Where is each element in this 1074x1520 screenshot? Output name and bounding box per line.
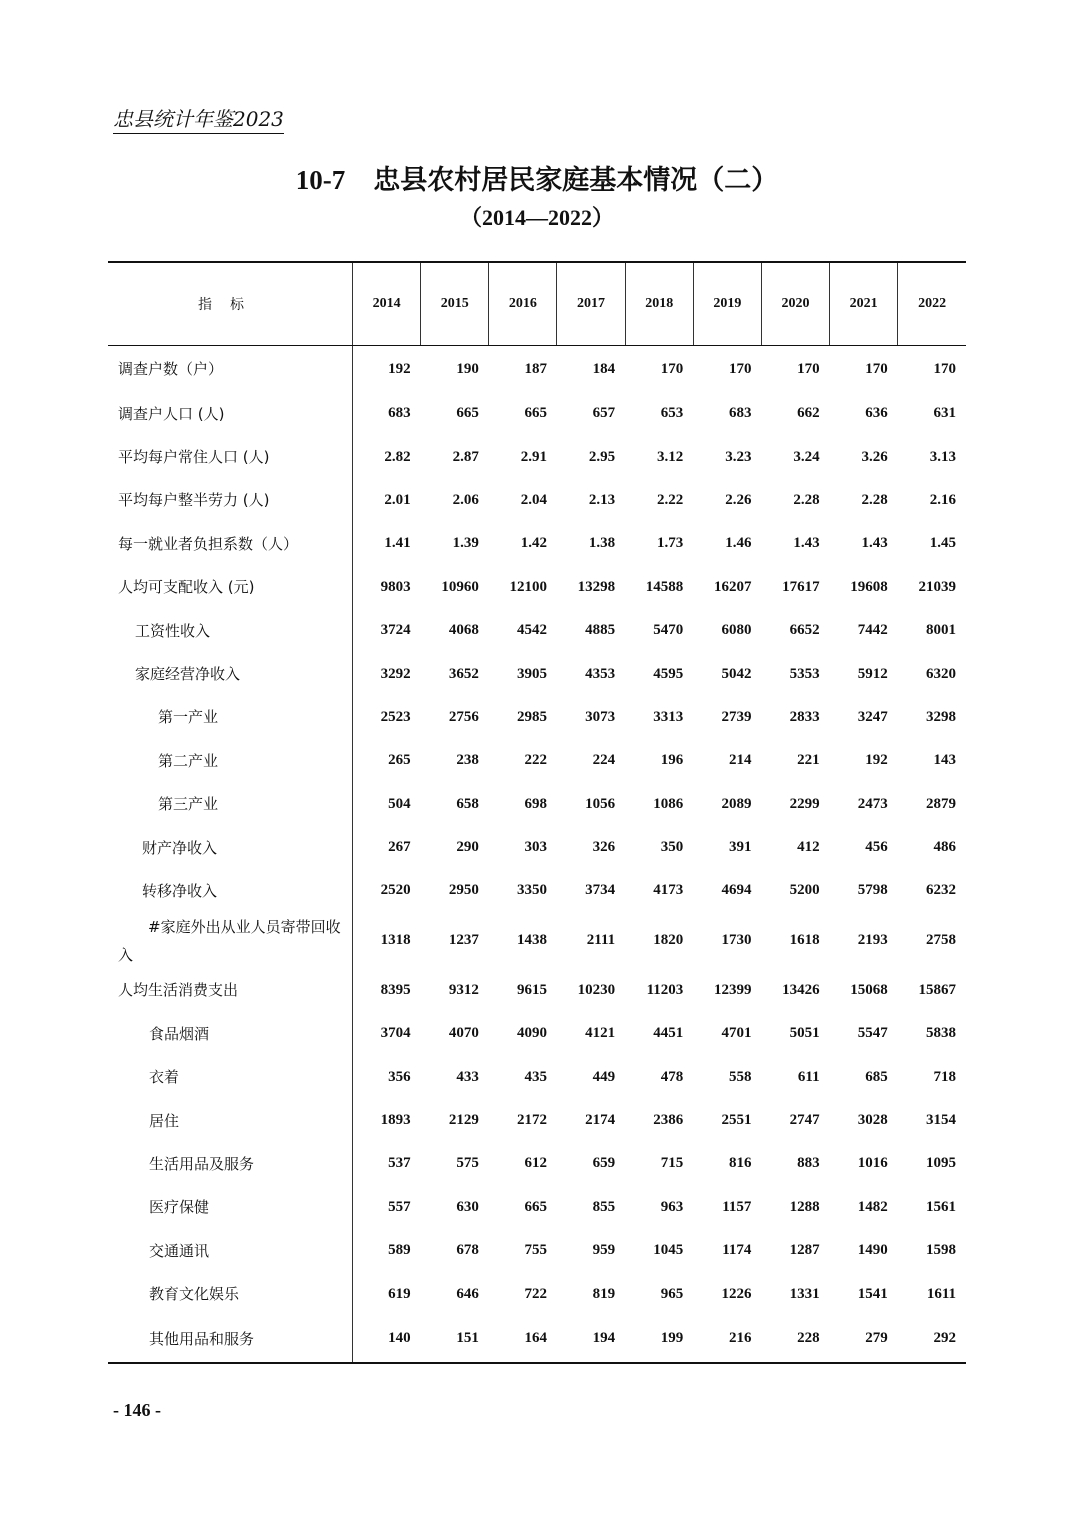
cell-value: 1.46	[725, 535, 752, 552]
cell-value: 192	[865, 752, 888, 769]
cell-value: 214	[728, 752, 752, 769]
cell-value: 685	[865, 1068, 888, 1085]
cell-value: 611	[797, 1068, 820, 1085]
cell-value: 2089	[721, 795, 752, 812]
cell-value: 665	[524, 1198, 547, 1215]
cell-value: 456	[865, 839, 888, 856]
cell-value: 196	[660, 752, 684, 769]
cell-value: 1174	[722, 1242, 752, 1259]
cell-value: 216	[728, 1330, 752, 1347]
table-row	[108, 1055, 966, 1098]
table-row	[108, 913, 966, 969]
cell-value: 2129	[448, 1112, 479, 1129]
cell-value: 6232	[926, 882, 956, 899]
cell-value: 7442	[857, 622, 888, 639]
cell-value: 9615	[516, 981, 547, 998]
cell-value: 2.28	[861, 491, 888, 508]
cell-value: 5042	[721, 665, 752, 682]
cell-value: 9312	[448, 981, 479, 998]
cell-value: 1056	[585, 795, 616, 812]
cell-value: 228	[797, 1330, 820, 1347]
cell-value: 2756	[448, 708, 479, 725]
cell-value: 2111	[586, 932, 616, 949]
cell-value: 2.13	[588, 491, 616, 508]
cell-value: 3298	[926, 708, 956, 725]
table-row	[108, 1186, 966, 1229]
cell-value: 170	[865, 360, 888, 377]
cell-value: 659	[592, 1155, 616, 1172]
cell-value: 9803	[380, 578, 411, 595]
row-label: 居住	[108, 1099, 353, 1142]
cell-value: 722	[524, 1285, 547, 1302]
cell-value: 3.24	[793, 448, 820, 465]
header-year: 2020	[761, 262, 829, 346]
cell-value: 5470	[653, 622, 684, 639]
header-year: 2018	[625, 262, 693, 346]
table-row	[108, 783, 966, 826]
cell-value: 1086	[653, 795, 684, 812]
cell-value: 665	[456, 405, 479, 422]
cell-value: 3724	[380, 622, 411, 639]
cell-value: 290	[456, 839, 479, 856]
row-label: 衣着	[108, 1055, 353, 1098]
table-row	[108, 392, 966, 435]
cell-value: 3028	[857, 1112, 888, 1129]
row-label: 生活用品及服务	[108, 1142, 353, 1185]
cell-value: 557	[388, 1198, 411, 1215]
cell-value: 292	[933, 1330, 956, 1347]
header-year: 2017	[557, 262, 625, 346]
cell-value: 5051	[789, 1025, 820, 1042]
row-label: 平均每户整半劳力 (人)	[108, 479, 353, 522]
table-row	[108, 652, 966, 695]
cell-value: 755	[524, 1242, 547, 1259]
cell-value: 12100	[509, 578, 547, 595]
cell-value: 1820	[653, 932, 684, 949]
cell-value: 4595	[653, 665, 684, 682]
table-row	[108, 1316, 966, 1363]
page-number: - 146 -	[113, 1400, 161, 1420]
cell-value: 3154	[926, 1112, 956, 1129]
cell-value: 2.06	[452, 491, 479, 508]
cell-value: 6080	[721, 622, 752, 639]
header-year: 2021	[830, 262, 898, 346]
cell-value: 1226	[721, 1285, 752, 1302]
cell-value: 2.28	[793, 491, 820, 508]
cell-value: 2172	[516, 1112, 547, 1129]
cell-value: 2.95	[588, 448, 616, 465]
cell-value: 12399	[713, 981, 752, 998]
header-year: 2016	[489, 262, 557, 346]
cell-value: 4694	[721, 882, 752, 899]
cell-value: 658	[456, 795, 479, 812]
cell-value: 13426	[782, 981, 820, 998]
cell-value: 4090	[516, 1025, 547, 1042]
cell-value: 8395	[380, 981, 411, 998]
cell-value: 2.87	[452, 448, 479, 465]
cell-value: 391	[728, 839, 752, 856]
table-row	[108, 1099, 966, 1142]
page-subtitle: （2014—2022）	[459, 205, 614, 230]
row-label: 每一就业者负担系数（人）	[108, 522, 353, 565]
cell-value: 1157	[722, 1198, 752, 1215]
running-header: 忠县统计年鉴2023	[113, 103, 284, 134]
cell-value: 963	[660, 1198, 684, 1215]
table-row	[108, 739, 966, 782]
cell-value: 4070	[448, 1025, 479, 1042]
cell-value: 665	[524, 405, 547, 422]
cell-value: 1237	[448, 932, 479, 949]
cell-value: 2299	[789, 795, 820, 812]
row-label: 第二产业	[108, 739, 353, 782]
cell-value: 5200	[789, 882, 820, 899]
cell-value: 1490	[857, 1242, 888, 1259]
table-row	[108, 1229, 966, 1272]
cell-value: 433	[456, 1068, 479, 1085]
cell-value: 2520	[380, 882, 411, 899]
cell-value: 1.73	[657, 535, 684, 552]
cell-value: 537	[388, 1155, 411, 1172]
cell-value: 1288	[789, 1198, 820, 1215]
cell-value: 1095	[926, 1155, 956, 1172]
cell-value: 194	[592, 1330, 616, 1347]
cell-value: 192	[388, 360, 411, 377]
cell-value: 350	[660, 839, 684, 856]
cell-value: 3350	[516, 882, 547, 899]
cell-value: 2950	[448, 882, 479, 899]
header-year: 2014	[353, 262, 421, 346]
row-label: #家庭外出从业人员寄带回收入	[108, 913, 353, 969]
cell-value: 143	[933, 752, 956, 769]
cell-value: 2.22	[657, 491, 684, 508]
cell-value: 184	[592, 360, 616, 377]
cell-value: 222	[524, 752, 547, 769]
table-row	[108, 566, 966, 609]
cell-value: 2.16	[929, 491, 956, 508]
data-table	[108, 261, 966, 1364]
cell-value: 698	[524, 795, 547, 812]
cell-value: 1.41	[384, 535, 411, 552]
cell-value: 4068	[448, 622, 479, 639]
table-row	[108, 826, 966, 869]
cell-value: 1045	[653, 1242, 684, 1259]
cell-value: 10960	[441, 578, 479, 595]
cell-value: 265	[388, 752, 411, 769]
cell-value: 1.45	[929, 535, 956, 552]
cell-value: 17617	[782, 578, 820, 595]
cell-value: 1618	[789, 932, 820, 949]
table-row	[108, 522, 966, 565]
cell-value: 819	[592, 1285, 616, 1302]
table-row	[108, 696, 966, 739]
cell-value: 15068	[850, 981, 888, 998]
cell-value: 1598	[926, 1242, 956, 1259]
row-label: 财产净收入	[108, 826, 353, 869]
cell-value: 356	[388, 1068, 411, 1085]
cell-value: 855	[592, 1198, 616, 1215]
cell-value: 1.43	[861, 535, 888, 552]
cell-value: 151	[456, 1330, 479, 1347]
cell-value: 5353	[789, 665, 820, 682]
cell-value: 3292	[380, 665, 411, 682]
cell-value: 5547	[857, 1025, 888, 1042]
cell-value: 1893	[380, 1112, 411, 1129]
cell-value: 2758	[926, 932, 956, 949]
cell-value: 589	[388, 1242, 411, 1259]
cell-value: 3247	[857, 708, 888, 725]
cell-value: 4451	[653, 1025, 684, 1042]
cell-value: 435	[524, 1068, 547, 1085]
table-row	[108, 609, 966, 652]
cell-value: 19608	[850, 578, 888, 595]
cell-value: 3.13	[929, 448, 956, 465]
cell-value: 16207	[713, 578, 752, 595]
row-label: 工资性收入	[108, 609, 353, 652]
cell-value: 1438	[516, 932, 547, 949]
row-label: 调查户人口 (人)	[108, 392, 353, 435]
header-year: 2022	[898, 262, 966, 346]
cell-value: 2.82	[384, 448, 411, 465]
cell-value: 662	[797, 405, 820, 422]
cell-value: 221	[797, 752, 820, 769]
table-row	[108, 1012, 966, 1055]
table-number: 10-7	[295, 165, 346, 195]
cell-value: 4173	[653, 882, 684, 899]
cell-value: 2985	[516, 708, 547, 725]
cell-value: 326	[592, 839, 616, 856]
cell-value: 1541	[857, 1285, 888, 1302]
row-label: 教育文化娱乐	[108, 1272, 353, 1315]
cell-value: 13298	[577, 578, 616, 595]
cell-value: 11203	[646, 981, 684, 998]
table-row	[108, 869, 966, 912]
cell-value: 631	[933, 405, 956, 422]
cell-value: 1561	[926, 1198, 956, 1215]
cell-value: 2.26	[725, 491, 752, 508]
cell-value: 3313	[653, 708, 684, 725]
cell-value: 683	[728, 405, 752, 422]
cell-value: 3.23	[725, 448, 752, 465]
cell-value: 170	[660, 360, 684, 377]
cell-value: 4353	[585, 665, 616, 682]
cell-value: 2174	[585, 1112, 616, 1129]
row-label: 家庭经营净收入	[108, 652, 353, 695]
cell-value: 1482	[857, 1198, 888, 1215]
header-year: 2019	[693, 262, 761, 346]
cell-value: 5912	[857, 665, 888, 682]
cell-value: 2833	[789, 708, 820, 725]
cell-value: 3905	[516, 665, 547, 682]
cell-value: 187	[524, 360, 547, 377]
cell-value: 883	[797, 1155, 820, 1172]
cell-value: 8001	[926, 622, 956, 639]
cell-value: 21039	[918, 578, 956, 595]
row-label: 第一产业	[108, 696, 353, 739]
cell-value: 612	[524, 1155, 547, 1172]
cell-value: 678	[456, 1242, 479, 1259]
cell-value: 1318	[380, 932, 411, 949]
cell-value: 558	[728, 1068, 752, 1085]
row-label: 人均可支配收入 (元)	[108, 566, 353, 609]
cell-value: 504	[388, 795, 411, 812]
cell-value: 636	[865, 405, 888, 422]
row-label: 交通通讯	[108, 1229, 353, 1272]
cell-value: 2.01	[384, 491, 411, 508]
cell-value: 718	[933, 1068, 956, 1085]
cell-value: 199	[660, 1330, 684, 1347]
row-label: 食品烟酒	[108, 1012, 353, 1055]
row-label: 平均每户常住人口 (人)	[108, 435, 353, 478]
cell-value: 1.39	[452, 535, 479, 552]
cell-value: 1287	[789, 1242, 820, 1259]
cell-value: 449	[592, 1068, 616, 1085]
cell-value: 2.91	[520, 448, 547, 465]
cell-value: 2473	[857, 795, 888, 812]
cell-value: 2747	[789, 1112, 820, 1129]
cell-value: 4701	[721, 1025, 752, 1042]
cell-value: 170	[728, 360, 752, 377]
cell-value: 653	[660, 405, 684, 422]
table-row	[108, 1142, 966, 1185]
cell-value: 619	[388, 1285, 411, 1302]
cell-value: 478	[660, 1068, 684, 1085]
cell-value: 3704	[380, 1025, 411, 1042]
cell-value: 238	[456, 752, 479, 769]
table-row	[108, 346, 966, 393]
cell-value: 164	[524, 1330, 547, 1347]
row-label: 第三产业	[108, 783, 353, 826]
cell-value: 224	[592, 752, 616, 769]
cell-value: 646	[456, 1285, 479, 1302]
cell-value: 5838	[926, 1025, 956, 1042]
cell-value: 170	[797, 360, 820, 377]
cell-value: 1611	[926, 1285, 956, 1302]
cell-value: 2523	[380, 708, 411, 725]
cell-value: 1.43	[793, 535, 820, 552]
cell-value: 1016	[857, 1155, 888, 1172]
row-label: 其他用品和服务	[108, 1316, 353, 1363]
cell-value: 1331	[789, 1285, 820, 1302]
title-text: 忠县农村居民家庭基本情况（二）	[373, 165, 779, 196]
row-label: 医疗保健	[108, 1186, 353, 1229]
cell-value: 657	[592, 405, 616, 422]
cell-value: 6320	[926, 665, 956, 682]
cell-value: 1730	[721, 932, 752, 949]
cell-value: 3.26	[861, 448, 888, 465]
row-label: 转移净收入	[108, 869, 353, 912]
cell-value: 3.12	[657, 448, 684, 465]
cell-value: 267	[388, 839, 411, 856]
cell-value: 3073	[585, 708, 616, 725]
cell-value: 2739	[721, 708, 752, 725]
cell-value: 683	[388, 405, 411, 422]
cell-value: 412	[797, 839, 820, 856]
table-row	[108, 479, 966, 522]
table-row	[108, 1272, 966, 1315]
cell-value: 3652	[448, 665, 479, 682]
cell-value: 965	[660, 1285, 684, 1302]
cell-value: 1.42	[520, 535, 547, 552]
table-row	[108, 435, 966, 478]
cell-value: 140	[388, 1330, 411, 1347]
header-indicator: 指标	[108, 262, 353, 346]
cell-value: 486	[933, 839, 956, 856]
cell-value: 2.04	[520, 491, 547, 508]
cell-value: 15867	[918, 981, 956, 998]
cell-value: 279	[865, 1330, 888, 1347]
cell-value: 5798	[857, 882, 888, 899]
row-label: 人均生活消费支出	[108, 969, 353, 1012]
cell-value: 4885	[585, 622, 616, 639]
cell-value: 2386	[653, 1112, 684, 1129]
cell-value: 14588	[645, 578, 684, 595]
cell-value: 816	[728, 1155, 752, 1172]
cell-value: 715	[660, 1155, 684, 1172]
cell-value: 1.38	[588, 535, 616, 552]
cell-value: 2551	[721, 1112, 752, 1129]
cell-value: 4542	[516, 622, 547, 639]
table-row	[108, 969, 966, 1012]
cell-value: 190	[456, 360, 479, 377]
cell-value: 3734	[585, 882, 616, 899]
table-header-row	[108, 262, 966, 346]
cell-value: 6652	[789, 622, 820, 639]
cell-value: 2193	[857, 932, 888, 949]
cell-value: 4121	[585, 1025, 616, 1042]
cell-value: 959	[592, 1242, 616, 1259]
cell-value: 303	[524, 839, 547, 856]
row-label: 调查户数（户）	[108, 346, 353, 393]
cell-value: 575	[456, 1155, 479, 1172]
header-year: 2015	[421, 262, 489, 346]
cell-value: 170	[933, 360, 956, 377]
page-title	[0, 158, 1074, 197]
cell-value: 630	[456, 1198, 479, 1215]
cell-value: 10230	[577, 981, 616, 998]
cell-value: 2879	[926, 795, 956, 812]
